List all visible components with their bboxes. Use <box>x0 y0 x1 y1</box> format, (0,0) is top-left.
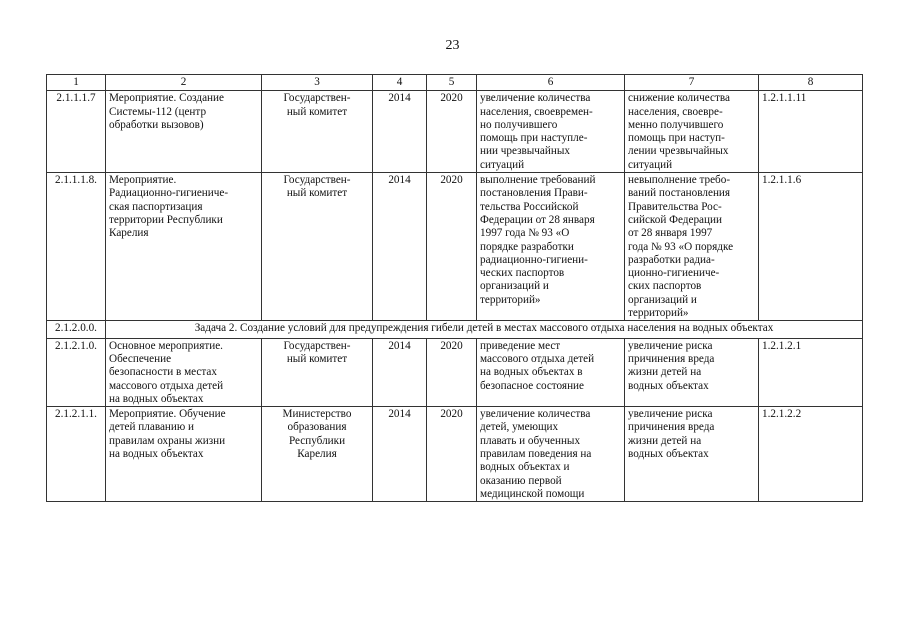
column-number: 4 <box>373 75 427 91</box>
table-row <box>47 338 863 406</box>
indicator-link: 1.2.1.2.2 <box>759 407 863 502</box>
column-number: 5 <box>427 75 477 91</box>
row-code: 2.1.2.1.0. <box>47 338 106 406</box>
table-row <box>47 407 863 502</box>
table-row <box>47 91 863 173</box>
program-table <box>46 74 863 502</box>
start-year: 2014 <box>373 91 427 173</box>
row-code: 2.1.1.1.8. <box>47 173 106 321</box>
indicator-link: 1.2.1.2.1 <box>759 338 863 406</box>
executor: Министерство образования Республики Карелия <box>262 407 373 502</box>
measure-name: Мероприятие. Обучение детей плаванию и правилам охраны жизни на водных объектах <box>106 407 262 502</box>
table-row <box>47 173 863 321</box>
end-year: 2020 <box>427 338 477 406</box>
row-code: 2.1.1.1.7 <box>47 91 106 173</box>
executor: Государствен- ный комитет <box>262 338 373 406</box>
measure-name: Мероприятие. Радиационно-гигиениче- ская паспортизация территории Республики Карелия <box>106 173 262 321</box>
expected-result: увеличение количества детей, умеющих плавать и обученных правилам поведения на водных объектах и оказанию первой медицинской помощи <box>477 407 625 502</box>
task-title: Задача 2. Создание условий для предупреждения гибели детей в местах массового отдыха населения на водных объектах <box>106 321 863 338</box>
column-number: 7 <box>625 75 759 91</box>
start-year: 2014 <box>373 173 427 321</box>
column-number: 8 <box>759 75 863 91</box>
consequences: невыполнение требо- ваний постановления Правительства Рос- сийской Федерации от 28 января 1997 года № 93 «О порядке разработки радиа- ционно-гигиениче- ских паспортов организаций и территорий» <box>625 173 759 321</box>
executor: Государствен- ный комитет <box>262 173 373 321</box>
end-year: 2020 <box>427 173 477 321</box>
measure-name: Мероприятие. Создание Системы-112 (центр обработки вызовов) <box>106 91 262 173</box>
task-code: 2.1.2.0.0. <box>47 321 106 338</box>
column-number-row <box>47 75 863 91</box>
column-number: 6 <box>477 75 625 91</box>
column-number: 3 <box>262 75 373 91</box>
indicator-link: 1.2.1.1.11 <box>759 91 863 173</box>
consequences: увеличение риска причинения вреда жизни детей на водных объектах <box>625 407 759 502</box>
start-year: 2014 <box>373 338 427 406</box>
indicator-link: 1.2.1.1.6 <box>759 173 863 321</box>
page-number: 23 <box>445 38 460 53</box>
column-number: 2 <box>106 75 262 91</box>
task-row <box>47 321 863 338</box>
expected-result: приведение мест массового отдыха детей на водных объектах в безопасное состояние <box>477 338 625 406</box>
end-year: 2020 <box>427 407 477 502</box>
consequences: снижение количества населения, своевре- менно получившего помощь при наступ- лении чрезвычайных ситуаций <box>625 91 759 173</box>
expected-result: увеличение количества населения, своевремен- но получившего помощь при наступле- нии чрезвычайных ситуаций <box>477 91 625 173</box>
consequences: увеличение риска причинения вреда жизни детей на водных объектах <box>625 338 759 406</box>
end-year: 2020 <box>427 91 477 173</box>
start-year: 2014 <box>373 407 427 502</box>
executor: Государствен- ный комитет <box>262 91 373 173</box>
expected-result: выполнение требований постановления Прави- тельства Российской Федерации от 28 января 1997 года № 93 «О порядке разработки радиационно-гигиени- ческих паспортов организаций и территорий» <box>477 173 625 321</box>
measure-name: Основное мероприятие. Обеспечение безопасности в местах массового отдыха детей на водных объектах <box>106 338 262 406</box>
row-code: 2.1.2.1.1. <box>47 407 106 502</box>
column-number: 1 <box>47 75 106 91</box>
